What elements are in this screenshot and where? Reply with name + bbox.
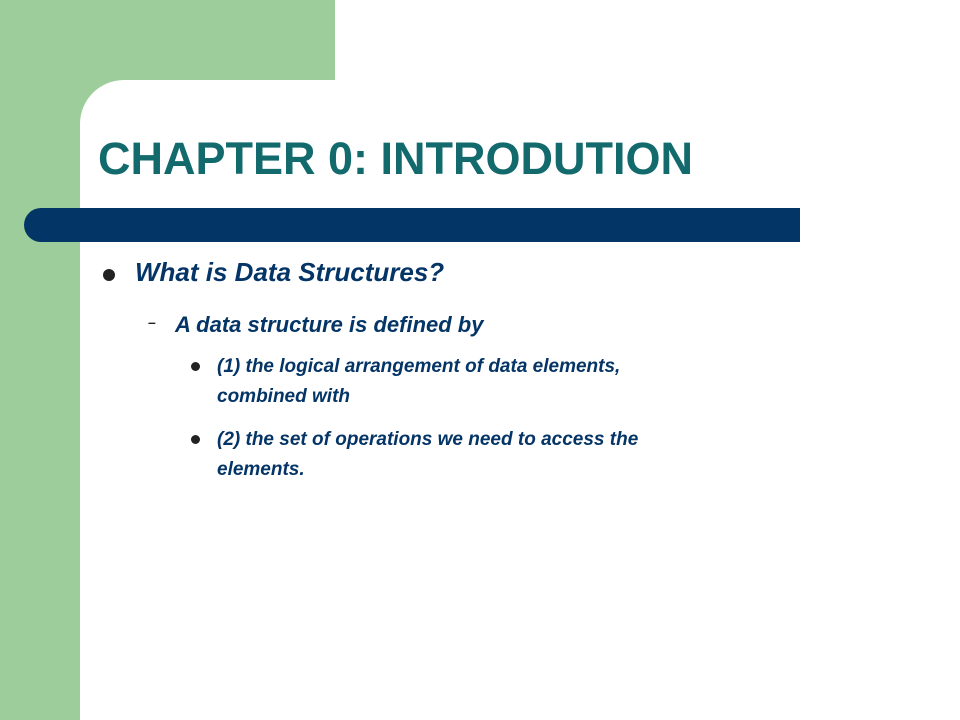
list-item-line: (2) the set of operations we need to access the [217,429,639,450]
list-item-text [217,352,620,412]
sub-bullet-text: A data structure is defined by [175,312,484,337]
bullet-text: What is Data Structures? [135,257,445,287]
dash-icon: – [148,314,156,330]
bullet-dot-icon [191,362,200,371]
bullet-dot-icon [103,269,115,281]
slide-title: CHAPTER 0: INTRODUTION [98,133,693,184]
list-item-line: combined with [217,386,350,407]
list-item-line: (1) the logical arrangement of data elements, [217,356,621,377]
bullet-dot-icon [191,435,200,444]
title-underline-bar [24,208,800,242]
list-item-line: elements. [217,459,305,480]
list-item-text [217,425,638,485]
